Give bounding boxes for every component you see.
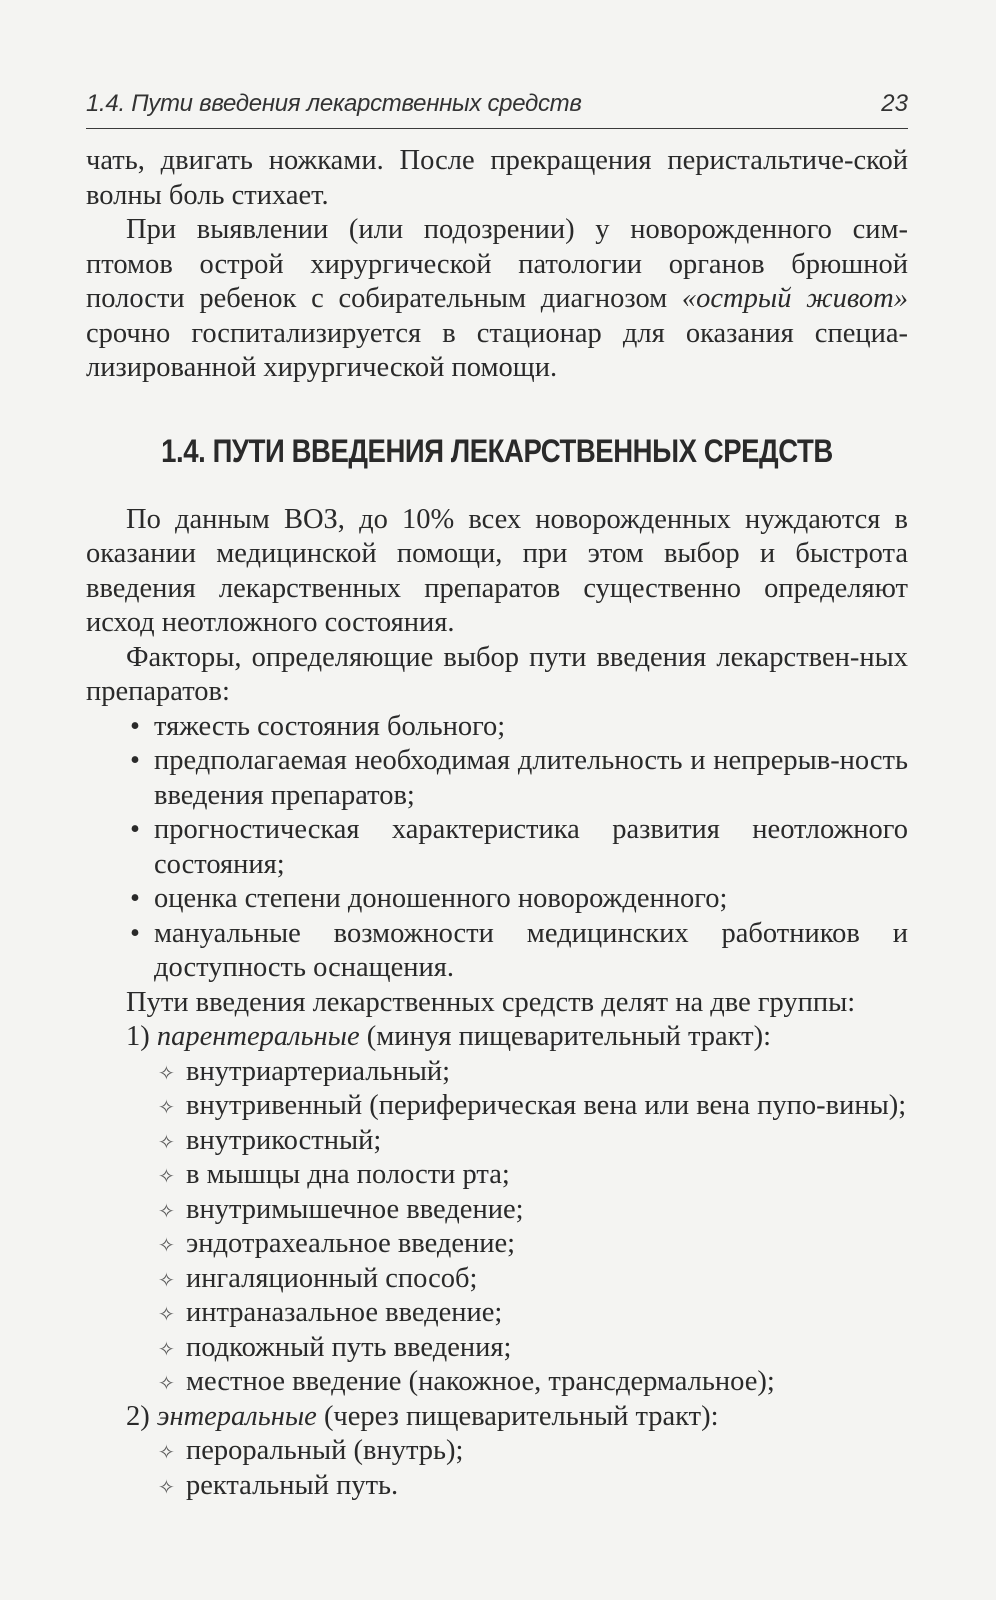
enteral-routes-list xyxy=(86,1434,908,1503)
list-item-text: интраназальное введение; xyxy=(186,1297,503,1328)
list-item-text: ингаляционный способ; xyxy=(186,1262,478,1294)
paragraph-factors-intro: Факторы, определяющие выбор пути введения лекарствен-ных препаратов: xyxy=(86,641,908,707)
list-item xyxy=(158,1158,908,1193)
paragraph-text: При выявлении (или подозрении) у новорожденного сим-птомов острой хирургической патологии органов брюшной полости ребенок с собирательным диагнозом xyxy=(86,214,908,314)
bullet-icon: • xyxy=(130,883,140,914)
list-item xyxy=(158,1296,908,1331)
page-number: 23 xyxy=(881,90,908,117)
parenteral-routes-list xyxy=(86,1055,908,1400)
list-item xyxy=(130,882,908,917)
paragraph-acute-abdomen xyxy=(86,213,908,386)
list-item xyxy=(130,710,908,745)
diamond-bullet-icon: ✧ xyxy=(158,1164,175,1188)
list-item xyxy=(158,1331,908,1366)
list-item-text: эндотрахеальное введение; xyxy=(186,1228,516,1259)
group-enteral xyxy=(86,1400,908,1435)
diamond-bullet-icon: ✧ xyxy=(158,1440,175,1464)
emphasis-term: «острый живот» xyxy=(681,283,908,314)
diamond-bullet-icon: ✧ xyxy=(158,1371,175,1395)
list-item xyxy=(158,1055,908,1090)
bullet-icon: • xyxy=(130,745,140,776)
list-item-text: мануальные возможности медицинских работников и доступность оснащения. xyxy=(154,917,908,983)
list-item-text: внутримышечное введение; xyxy=(186,1193,524,1225)
bullet-icon: • xyxy=(130,814,140,845)
list-item-text: местное введение (накожное, трансдермальное); xyxy=(186,1366,775,1397)
running-header xyxy=(86,86,908,129)
list-item-text: внутриартериальный; xyxy=(186,1055,451,1087)
list-item xyxy=(158,1469,908,1504)
diamond-bullet-icon: ✧ xyxy=(158,1129,175,1154)
list-item xyxy=(130,744,908,813)
diamond-bullet-icon: ✧ xyxy=(158,1060,175,1085)
diamond-bullet-icon: ✧ xyxy=(158,1233,175,1257)
diamond-bullet-icon: ✧ xyxy=(158,1095,175,1119)
running-header-title: 1.4. Пути введения лекарственных средств xyxy=(86,90,582,117)
section-heading: 1.4. ПУТИ ВВЕДЕНИЯ ЛЕКАРСТВЕННЫХ СРЕДСТВ xyxy=(161,432,833,469)
diamond-bullet-icon: ✧ xyxy=(158,1336,175,1361)
list-item xyxy=(158,1193,908,1228)
group-number: 1) xyxy=(126,1021,150,1052)
list-item-text: предполагаемая необходимая длительность и непрерыв-ность введения препаратов; xyxy=(154,745,908,811)
list-item-text: подкожный путь введения; xyxy=(186,1331,512,1363)
page-body xyxy=(86,144,908,1503)
bullet-icon: • xyxy=(130,917,140,949)
group-description: (через пищеварительный тракт): xyxy=(316,1400,719,1432)
list-item-text: оценка степени доношенного новорожденного; xyxy=(154,883,728,914)
diamond-bullet-icon: ✧ xyxy=(158,1267,175,1292)
list-item xyxy=(158,1227,908,1262)
list-item xyxy=(130,917,908,986)
group-term: энтеральные xyxy=(156,1400,317,1432)
diamond-bullet-icon: ✧ xyxy=(158,1198,175,1223)
list-item-text: внутривенный (периферическая вена или вена пупо-вины); xyxy=(186,1090,907,1121)
bullet-icon: • xyxy=(130,710,140,742)
list-item xyxy=(158,1262,908,1297)
group-parenteral xyxy=(86,1020,908,1055)
diamond-bullet-icon: ✧ xyxy=(158,1302,175,1326)
diamond-bullet-icon: ✧ xyxy=(158,1474,175,1499)
list-item xyxy=(158,1089,908,1124)
group-number: 2) xyxy=(126,1400,150,1432)
list-item-text: внутрикостный; xyxy=(186,1124,382,1156)
list-item xyxy=(158,1434,908,1469)
list-item-text: пероральный (внутрь); xyxy=(186,1435,464,1466)
list-item-text: в мышцы дна полости рта; xyxy=(186,1159,510,1190)
list-item-text: тяжесть состояния больного; xyxy=(154,710,506,742)
list-item xyxy=(158,1365,908,1400)
group-description: (минуя пищеварительный тракт): xyxy=(359,1021,772,1052)
list-item-text: прогностическая характеристика развития неотложного состояния; xyxy=(154,814,908,880)
paragraph-text: срочно госпитализируется в стационар для оказания специа-лизированной хирургической помощи. xyxy=(86,317,908,383)
paragraph-continued: чать, двигать ножками. После прекращения перистальтиче-ской волны боль стихает. xyxy=(86,145,908,211)
paragraph-who: По данным ВОЗ, до 10% всех новорожденных нуждаются в оказании медицинской помощи, при этом выбор и быстрота введения лекарственных препаратов существенно определяют исход неотложного состояния. xyxy=(86,503,908,638)
factors-list xyxy=(86,710,908,986)
paragraph-groups-intro: Пути введения лекарственных средств делят на две группы: xyxy=(126,986,856,1018)
group-term: парентеральные xyxy=(156,1021,360,1052)
list-item xyxy=(158,1124,908,1159)
list-item xyxy=(130,813,908,882)
list-item-text: ректальный путь. xyxy=(186,1469,399,1501)
